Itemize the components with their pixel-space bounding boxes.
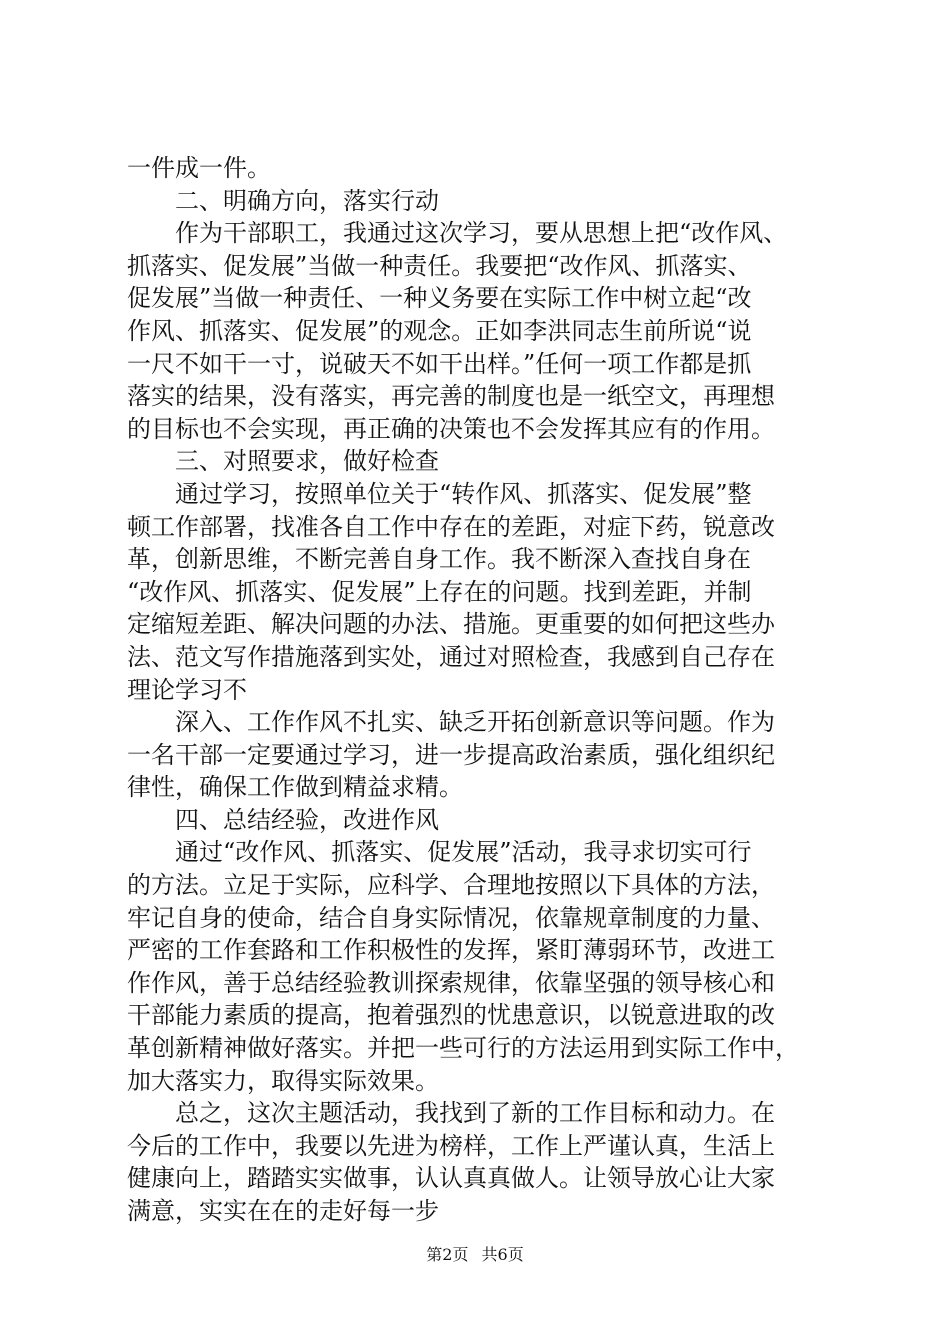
text-line: 通过“改作风、抓落实、促发展”活动，我寻求切实可行 (175, 838, 752, 867)
text-line: 一件成一件。 (127, 154, 271, 182)
text-line: 的方法。立足于实际，应科学、合理地按照以下具体的方法， (127, 871, 775, 900)
text-line: 牢记自身的使命，结合自身实际情况，依靠规章制度的力量、 (127, 903, 775, 932)
text-line: 革创新精神做好落实。并把一些可行的方法运用到实际工作中， (127, 1034, 799, 1063)
text-line: 通过学习，按照单位关于“转作风、抓落实、促发展”整 (175, 479, 752, 508)
text-line: 落实的结果，没有落实，再完善的制度也是一纸空文，再理想 (127, 382, 775, 411)
text-line: 干部能力素质的提高，抱着强烈的忧患意识，以锐意进取的改 (127, 1001, 775, 1030)
text-line: “改作风、抓落实、促发展”上存在的问题。找到差距，并制 (127, 577, 752, 606)
text-line: 作作风，善于总结经验教训探索规律，依靠坚强的领导核心和 (127, 968, 775, 997)
text-line: 满意，实实在在的走好每一步 (127, 1197, 439, 1225)
text-line: 法、范文写作措施落到实处，通过对照检查，我感到自己存在 (127, 642, 775, 671)
text-line: 作为干部职工，我通过这次学习，要从思想上把“改作风、 (175, 219, 788, 248)
text-line: 促发展”当做一种责任、一种义务要在实际工作中树立起“改 (127, 284, 752, 313)
text-line: 定缩短差距、解决问题的办法、措施。更重要的如何把这些办 (127, 610, 775, 639)
page-number: 第2页 (426, 1245, 469, 1264)
text-line: 一名干部一定要通过学习，进一步提高政治素质，强化组织纪 (127, 740, 775, 769)
text-line: 抓落实、促发展”当做一种责任。我要把“改作风、抓落实、 (127, 251, 752, 280)
page-footer (0, 1244, 950, 1266)
text-line: 的目标也不会实现，再正确的决策也不会发挥其应有的作用。 (127, 414, 775, 443)
text-line: 加大落实力，取得实际效果。 (127, 1066, 439, 1095)
text-line: 顿工作部署，找准各自工作中存在的差距，对症下药，锐意改 (127, 512, 775, 541)
text-line: 健康向上，踏踏实实做事，认认真真做人。让领导放心让大家 (127, 1164, 775, 1193)
document-body (127, 152, 847, 1228)
text-line: 三、对照要求，做好检查 (175, 447, 439, 476)
text-line: 今后的工作中，我要以先进为榜样，工作上严谨认真，生活上 (127, 1131, 775, 1160)
text-line: 深入、工作作风不扎实、缺乏开拓创新意识等问题。作为 (175, 708, 775, 737)
text-line: 二、明确方向，落实行动 (175, 186, 439, 215)
text-line: 严密的工作套路和工作积极性的发挥，紧盯薄弱环节，改进工 (127, 936, 775, 965)
text-line: 总之，这次主题活动，我找到了新的工作目标和动力。在 (175, 1099, 775, 1128)
text-line: 理论学习不 (127, 675, 247, 704)
page-total: 共6页 (481, 1245, 524, 1264)
text-line: 革，创新思维，不断完善自身工作。我不断深入查找自身在 (127, 545, 751, 574)
text-line: 四、总结经验，改进作风 (175, 805, 439, 834)
text-line: 一尺不如干一寸，说破天不如干出样。”任何一项工作都是抓 (127, 349, 752, 378)
text-line: 作风、抓落实、促发展”的观念。正如李洪同志生前所说“说 (127, 316, 752, 345)
text-line: 律性，确保工作做到精益求精。 (127, 773, 463, 802)
